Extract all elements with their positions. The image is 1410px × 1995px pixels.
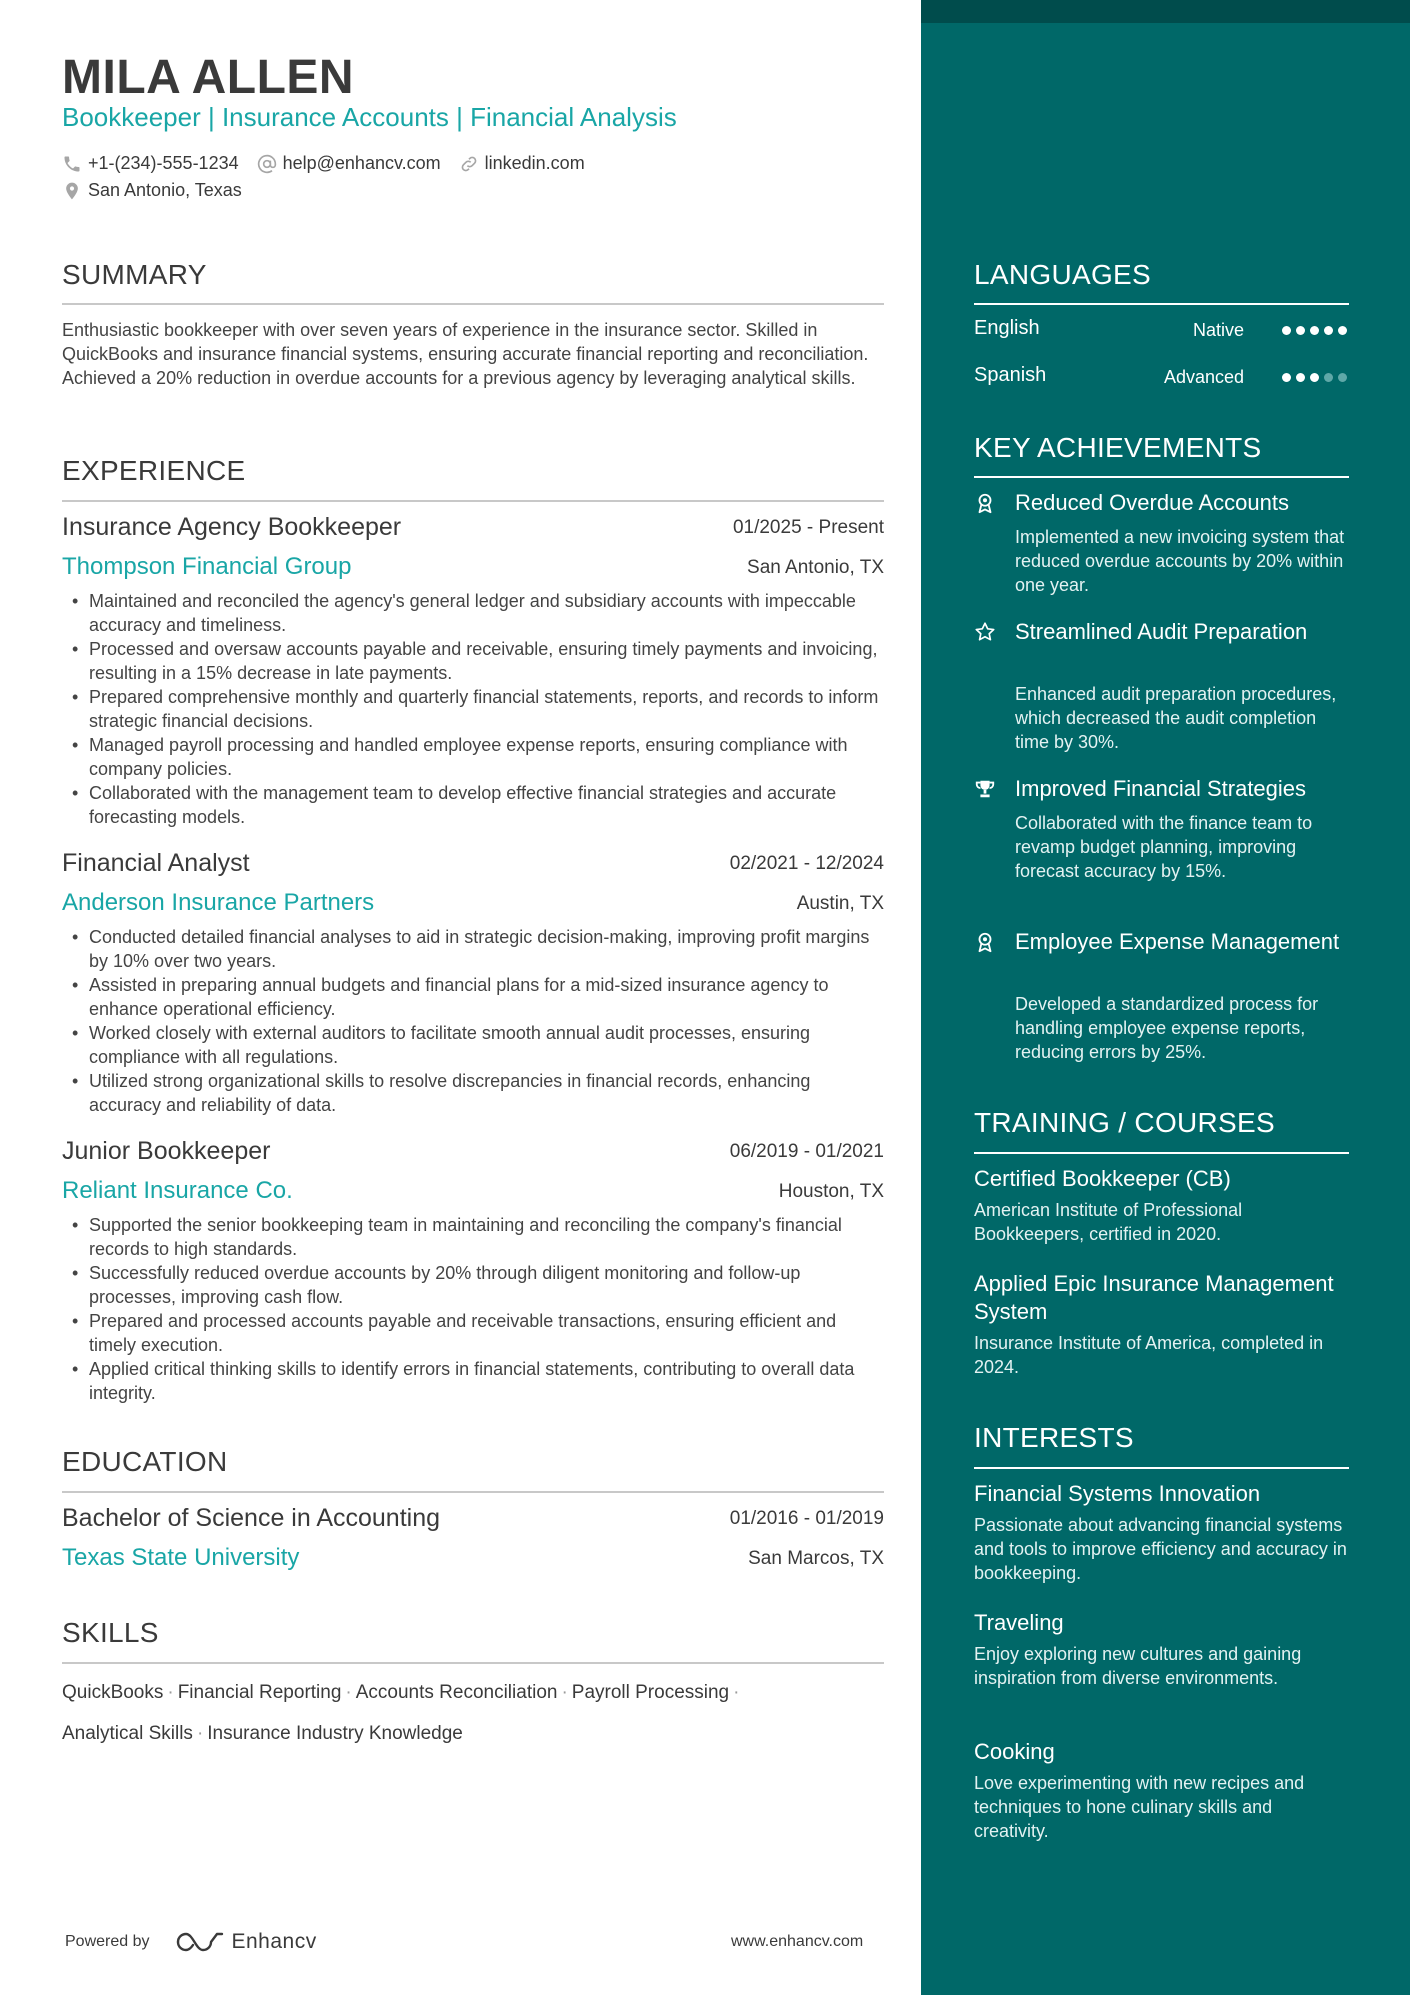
achievement-desc: Developed a standardized process for handling employee expense reports, reducing errors by 25%. xyxy=(1015,994,1319,1062)
job-bullet: • Assisted in preparing annual budgets and financial plans for a mid-sized insurance agency to enhance operational efficiency. xyxy=(62,973,884,1021)
language-level: Advanced xyxy=(1163,367,1244,387)
job-bullet: • Maintained and reconciled the agency's general ledger and subsidiary accounts with impeccable accuracy and timeliness. xyxy=(62,589,884,637)
language-item xyxy=(974,317,1349,347)
job-location: San Antonio, TX xyxy=(747,557,884,578)
interest-name: Financial Systems Innovation xyxy=(974,1481,1261,1506)
rating-dot-filled xyxy=(1338,326,1347,335)
training-desc: Insurance Institute of America, completed in 2024. xyxy=(974,1333,1324,1377)
award-icon xyxy=(974,931,996,953)
powered-by-text: Powered by xyxy=(65,1933,150,1950)
award-icon xyxy=(974,492,996,514)
education-divider xyxy=(62,1491,884,1493)
training-desc: American Institute of Professional Bookkeepers, certified in 2020. xyxy=(974,1200,1243,1244)
job-bullet: • Applied critical thinking skills to identify errors in financial statements, contributing to overall data integrity. xyxy=(62,1357,884,1405)
skill-separator: · xyxy=(196,1723,204,1744)
rating-dot-filled xyxy=(1296,373,1305,382)
achievement-title: Improved Financial Strategies xyxy=(1015,776,1307,801)
interest-desc: Passionate about advancing financial systems and tools to improve efficiency and accuracy in bookkeeping. xyxy=(974,1515,1347,1583)
interests-divider xyxy=(974,1467,1349,1469)
skill-separator: · xyxy=(167,1682,174,1703)
interest-name: Cooking xyxy=(974,1739,1055,1764)
skill-item: Payroll Processing xyxy=(571,1682,730,1703)
experience-divider xyxy=(62,500,884,502)
training-title: TRAINING / COURSES xyxy=(974,1107,1275,1138)
rating-dot-filled xyxy=(1324,326,1333,335)
job-bullet: • Conducted detailed financial analyses to aid in strategic decision-making, improving profit margins by 10% over two years. xyxy=(62,925,884,973)
job-bullet: • Worked closely with external auditors to facilitate smooth annual audit processes, ensuring compliance with all regulations. xyxy=(62,1021,884,1069)
skill-item: QuickBooks xyxy=(62,1682,164,1703)
skill-item: Accounts Reconciliation xyxy=(355,1682,558,1703)
job-dates: 02/2021 - 12/2024 xyxy=(729,853,884,874)
contact-phone[interactable] xyxy=(62,153,239,174)
star-icon xyxy=(974,621,996,643)
skill-item: Analytical Skills xyxy=(62,1723,193,1744)
job-bullet: • Prepared and processed accounts payable and receivable transactions, ensuring efficient and timely execution. xyxy=(62,1309,884,1357)
job-bullet: • Utilized strong organizational skills to resolve discrepancies in financial records, enhancing accuracy and reliability of data. xyxy=(62,1069,884,1117)
contact-location xyxy=(62,180,260,201)
location-pin-icon xyxy=(62,181,82,201)
interest-name: Traveling xyxy=(974,1610,1064,1635)
summary-divider xyxy=(62,303,884,305)
job-bullets xyxy=(62,589,884,829)
job-bullets xyxy=(62,1213,884,1405)
job-company: Anderson Insurance Partners xyxy=(62,889,375,916)
email-text: help@enhancv.com xyxy=(282,153,441,173)
education-dates: 01/2016 - 01/2019 xyxy=(729,1508,884,1529)
rating-dot-filled xyxy=(1310,373,1319,382)
location-text: San Antonio, Texas xyxy=(88,180,242,200)
achievement-desc: Enhanced audit preparation procedures, which decreased the audit completion time by 30%. xyxy=(1015,684,1337,752)
phone-text: +1-(234)-555-1234 xyxy=(88,153,239,173)
job-location: Austin, TX xyxy=(796,893,884,914)
job-bullet: • Supported the senior bookkeeping team in maintaining and reconciling the company's financial records to high standards. xyxy=(62,1213,884,1261)
at-sign-icon xyxy=(257,154,277,174)
achievement-title: Streamlined Audit Preparation xyxy=(1015,619,1308,644)
candidate-headline: Bookkeeper | Insurance Accounts | Financial Analysis xyxy=(62,102,677,132)
job-company: Reliant Insurance Co. xyxy=(62,1177,293,1204)
rating-dot-empty xyxy=(1338,373,1347,382)
skill-separator: · xyxy=(561,1682,568,1703)
language-name: Spanish xyxy=(974,364,1047,386)
rating-dot-filled xyxy=(1296,326,1305,335)
achievements-title: KEY ACHIEVEMENTS xyxy=(974,432,1262,463)
language-name: English xyxy=(974,317,1040,339)
job-title: Financial Analyst xyxy=(62,849,250,877)
language-rating xyxy=(1277,373,1347,382)
interest-item xyxy=(974,1738,1349,1843)
brand-name: Enhancv xyxy=(231,1930,317,1953)
training-name: Applied Epic Insurance Management System xyxy=(974,1271,1334,1324)
sidebar xyxy=(921,0,1410,1995)
skills-list xyxy=(62,1672,884,1754)
achievements-divider xyxy=(974,476,1349,478)
enhancv-logo-icon xyxy=(176,1930,224,1954)
contact-email[interactable] xyxy=(257,153,441,174)
job-bullet: • Collaborated with the management team to develop effective financial strategies and accurate forecasting models. xyxy=(62,781,884,829)
education-location: San Marcos, TX xyxy=(748,1548,884,1569)
summary-text: Enthusiastic bookkeeper with over seven years of experience in the insurance sector. Skilled in QuickBooks and insurance financial systems, ensuring accurate financial reporting and reconciliation. Achieved a 20% reduction in overdue accounts for a previous agency by leveraging analytical skills. xyxy=(62,320,869,388)
footer-website[interactable]: www.enhancv.com xyxy=(731,1933,864,1950)
job-location: Houston, TX xyxy=(778,1181,884,1202)
job-title: Junior Bookkeeper xyxy=(62,1137,271,1165)
skills-divider xyxy=(62,1662,884,1664)
job-bullet: • Managed payroll processing and handled employee expense reports, ensuring compliance with company policies. xyxy=(62,733,884,781)
achievement-title: Reduced Overdue Accounts xyxy=(1015,490,1289,515)
link-icon xyxy=(459,154,479,174)
interest-item xyxy=(974,1609,1349,1690)
education-school: Texas State University xyxy=(62,1544,300,1571)
rating-dot-filled xyxy=(1282,373,1291,382)
language-item xyxy=(974,364,1349,394)
interest-desc: Love experimenting with new recipes and techniques to hone culinary skills and creativity. xyxy=(974,1773,1305,1841)
job-bullet: • Prepared comprehensive monthly and quarterly financial statements, reports, and records to inform strategic financial decisions. xyxy=(62,685,884,733)
rating-dot-filled xyxy=(1282,326,1291,335)
experience-title: EXPERIENCE xyxy=(62,455,246,486)
achievement-title: Employee Expense Management xyxy=(1015,929,1340,954)
summary-title: SUMMARY xyxy=(62,259,207,290)
education-title: EDUCATION xyxy=(62,1446,228,1477)
skill-separator: · xyxy=(345,1682,352,1703)
job-bullet: • Processed and oversaw accounts payable and receivable, ensuring timely payments and invoicing, resulting in a 15% decrease in late payments. xyxy=(62,637,884,685)
training-name: Certified Bookkeeper (CB) xyxy=(974,1166,1231,1191)
interest-item xyxy=(974,1480,1349,1585)
rating-dot-empty xyxy=(1324,373,1333,382)
candidate-name: MILA ALLEN xyxy=(62,51,355,104)
job-bullets xyxy=(62,925,884,1117)
job-company: Thompson Financial Group xyxy=(62,553,352,580)
trophy-icon xyxy=(974,778,996,800)
training-divider xyxy=(974,1152,1349,1154)
contact-linkedin[interactable] xyxy=(459,153,585,174)
languages-divider xyxy=(974,303,1349,305)
skill-separator: · xyxy=(733,1682,740,1703)
skill-item: Insurance Industry Knowledge xyxy=(207,1723,463,1744)
interests-title: INTERESTS xyxy=(974,1422,1134,1453)
job-bullet: • Successfully reduced overdue accounts by 20% through diligent monitoring and follow-up processes, improving cash flow. xyxy=(62,1261,884,1309)
language-rating xyxy=(1277,326,1347,335)
education-degree: Bachelor of Science in Accounting xyxy=(62,1504,441,1532)
interest-desc: Enjoy exploring new cultures and gaining inspiration from diverse environments. xyxy=(974,1644,1302,1688)
job-dates: 01/2025 - Present xyxy=(732,517,884,538)
footer-branding[interactable] xyxy=(65,1930,317,1954)
training-item xyxy=(974,1270,1349,1379)
achievement-desc: Collaborated with the finance team to revamp budget planning, improving forecast accuracy by 15%. xyxy=(1015,813,1313,881)
languages-title: LANGUAGES xyxy=(974,259,1151,290)
linkedin-text: linkedin.com xyxy=(484,153,585,173)
language-level: Native xyxy=(1192,320,1244,340)
job-dates: 06/2019 - 01/2021 xyxy=(729,1141,884,1162)
phone-icon xyxy=(62,154,82,174)
rating-dot-filled xyxy=(1310,326,1319,335)
sidebar-top-strip xyxy=(921,0,1410,23)
contact-row xyxy=(62,153,603,174)
skill-item: Financial Reporting xyxy=(177,1682,342,1703)
achievement-desc: Implemented a new invoicing system that reduced overdue accounts by 20% within one year. xyxy=(1015,527,1345,595)
job-title: Insurance Agency Bookkeeper xyxy=(62,513,402,541)
training-item xyxy=(974,1165,1349,1246)
skills-title: SKILLS xyxy=(62,1617,159,1648)
